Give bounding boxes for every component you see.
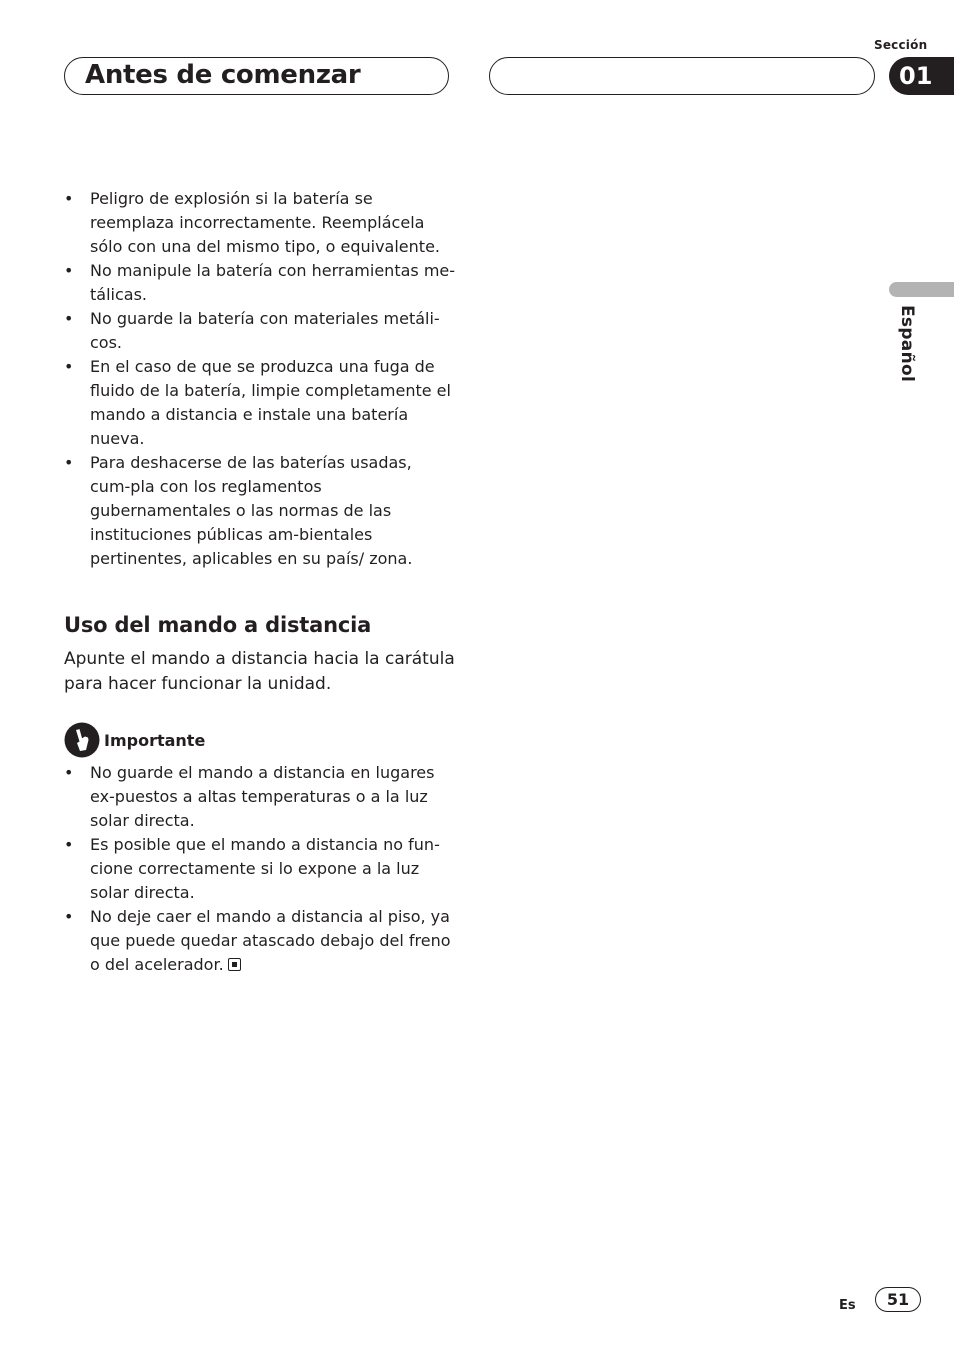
section-intro: Apunte el mando a distancia hacia la carátula para hacer funcionar la unidad.	[64, 649, 455, 694]
important-hand-icon	[64, 722, 100, 758]
chapter-title-box	[64, 57, 449, 95]
list-item: • Peligro de explosión si la batería se reemplaza incorrectamente. Reemplácela sólo con una del mismo tipo, o equivalente.	[64, 189, 440, 256]
battery-warning-list	[64, 187, 456, 571]
language-label: Español	[897, 305, 917, 383]
section-heading: Uso del mando a distancia	[64, 613, 372, 637]
list-item-text: Para deshacerse de las baterías usadas, cum-pla con los reglamentos gubernamentales o las normas de las instituciones públicas am-bientales pertinentes, aplicables en su país/ zona.	[90, 453, 413, 568]
list-item-text: No manipule la batería con herramientas me-tálicas.	[90, 261, 456, 304]
list-item-text: Peligro de explosión si la batería se reemplaza incorrectamente. Reemplácela sólo con una del mismo tipo, o equivalente.	[90, 189, 440, 256]
list-item: • No guarde la batería con materiales metáli-cos.	[64, 309, 440, 352]
end-of-section-icon	[228, 958, 241, 971]
remote-caution-list	[64, 761, 456, 977]
list-item-text: No deje caer el mando a distancia al piso, ya que puede quedar atascado debajo del freno o del acelerador.	[90, 907, 451, 974]
list-item-text: No guarde el mando a distancia en lugares ex-puestos a altas temperaturas o a la luz solar directa.	[90, 763, 435, 830]
list-item: • En el caso de que se produzca una fuga de fluido de la batería, limpie completamente el mando a distancia e instale una batería nueva.	[64, 357, 451, 448]
page-number: 51	[875, 1287, 921, 1312]
list-item-text: Es posible que el mando a distancia no fun-cione correctamente si lo expone a la luz solar directa.	[90, 835, 440, 902]
list-item: • Es posible que el mando a distancia no fun-cione correctamente si lo expone a la luz solar directa.	[64, 835, 440, 902]
list-item: • No deje caer el mando a distancia al piso, ya que puede quedar atascado debajo del freno o del acelerador.	[64, 907, 451, 974]
important-note-header	[64, 722, 205, 758]
section-number-badge: 01	[889, 57, 954, 95]
chapter-title: Antes de comenzar	[85, 60, 361, 90]
list-item: • No guarde el mando a distancia en lugares ex-puestos a altas temperaturas o a la luz solar directa.	[64, 763, 435, 830]
footer-language-code: Es	[839, 1298, 856, 1313]
list-item-text: En el caso de que se produzca una fuga de fluido de la batería, limpie completamente el mando a distancia e instale una batería nueva.	[90, 357, 451, 448]
header-blank-box	[489, 57, 875, 95]
list-item: • No manipule la batería con herramientas me-tálicas.	[64, 261, 456, 304]
language-tab	[889, 282, 954, 297]
section-label: Sección	[874, 38, 928, 52]
important-label: Importante	[104, 730, 206, 750]
list-item: • Para deshacerse de las baterías usadas, cum-pla con los reglamentos gubernamentales o las normas de las instituciones públicas am-bientales pertinentes, aplicables en su país/ zona.	[64, 453, 413, 568]
list-item-text: No guarde la batería con materiales metáli-cos.	[90, 309, 440, 352]
